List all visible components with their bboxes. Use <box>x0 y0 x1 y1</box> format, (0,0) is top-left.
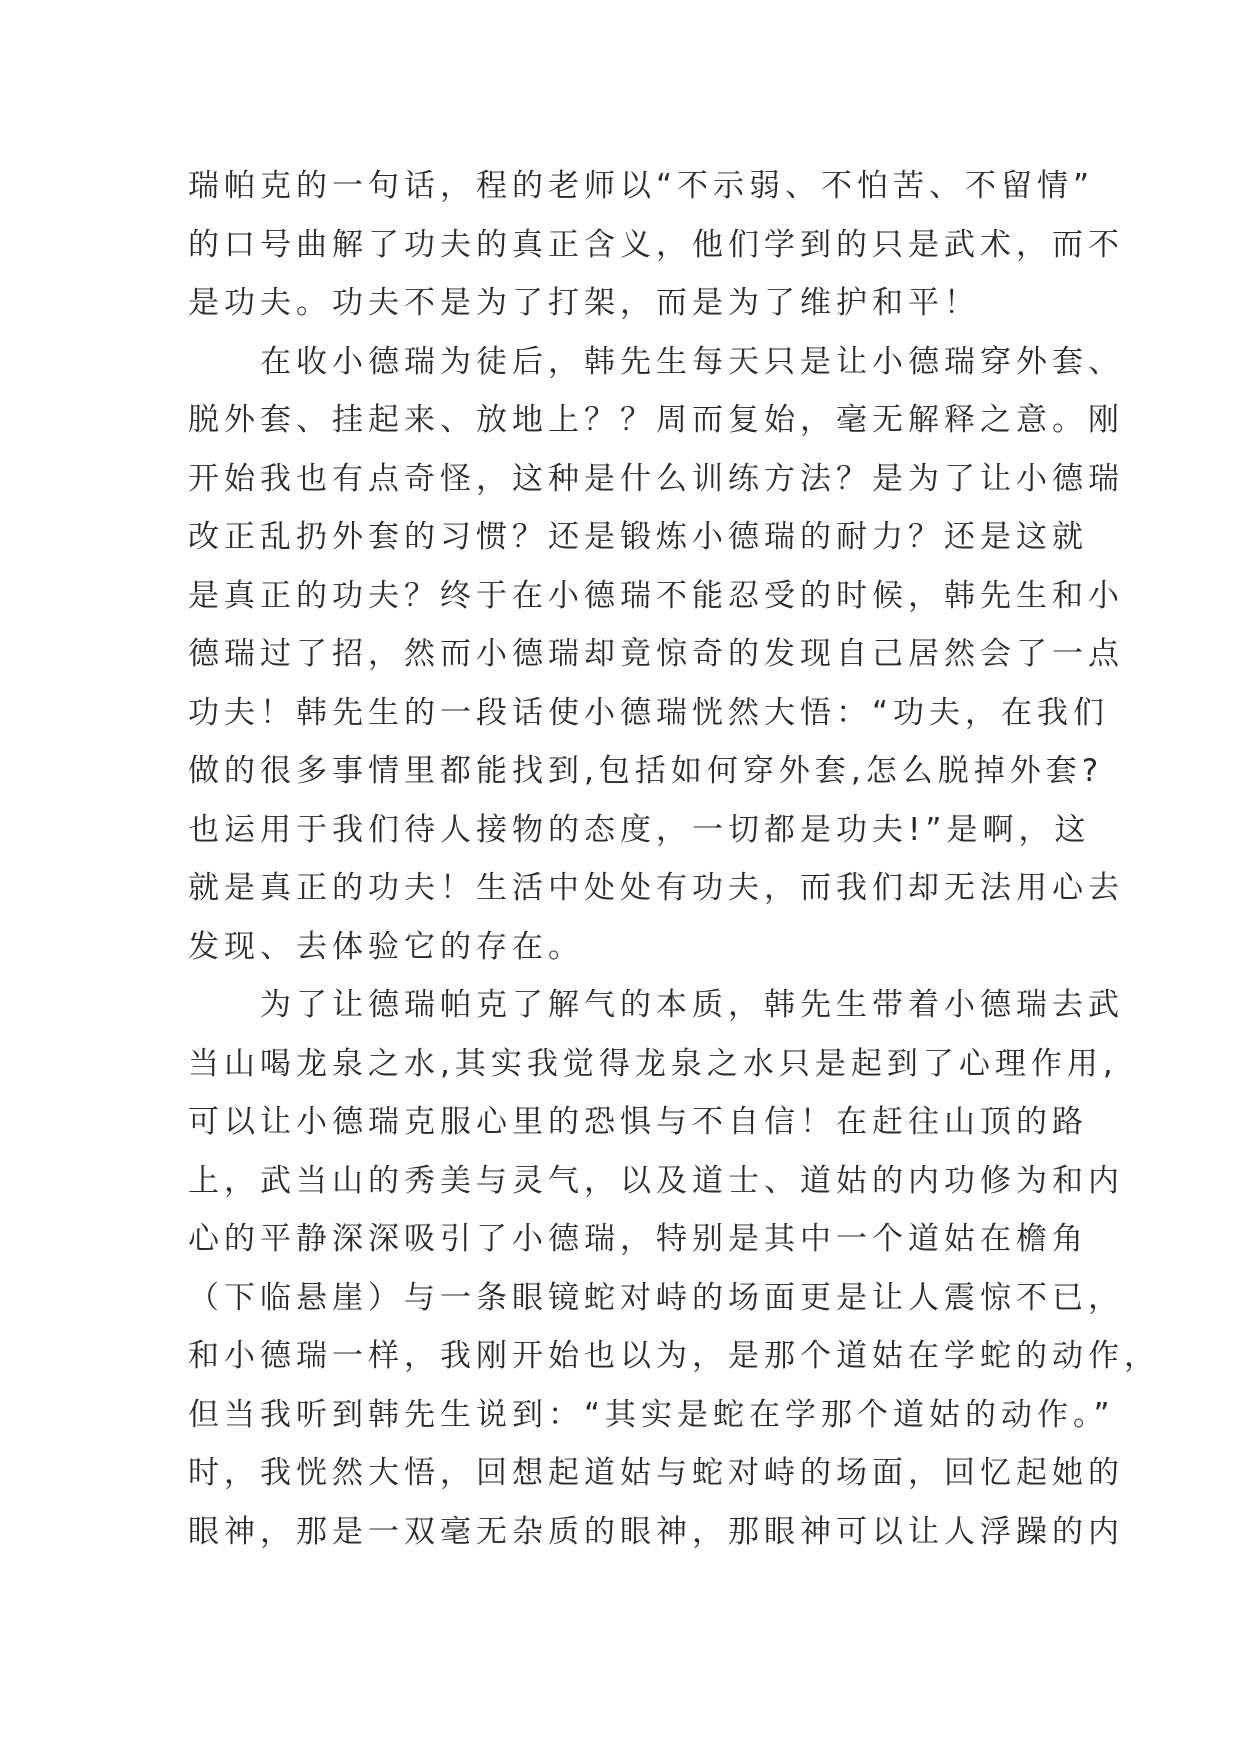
text-line: 脱外套、挂起来、放地上？？周而复始，毫无解释之意。刚 <box>188 402 1124 438</box>
text-line: 功夫！韩先生的一段话使小德瑞恍然大悟：“功夫，在我们 <box>188 694 1110 731</box>
text-line: 上，武当山的秀美与灵气，以及道士、道姑的内功修为和内 <box>188 1162 1124 1199</box>
text-line: 可以让小德瑞克服心里的恐惧与不自信！在赶往山顶的路 <box>188 1104 1088 1140</box>
text-line: 瑞帕克的一句话，程的老师以“不示弱、不怕苦、不留情” <box>188 168 1095 204</box>
text-line: 但当我听到韩先生说到：“其实是蛇在学那个道姑的动作。” <box>188 1396 1115 1433</box>
text-line: 德瑞过了招，然而小德瑞却竟惊奇的发现自己居然会了一点 <box>188 636 1124 672</box>
text-line: 心的平静深深吸引了小德瑞，特别是其中一个道姑在檐角 <box>188 1221 1088 1257</box>
text-line: 发现、去体验它的存在。 <box>188 928 584 965</box>
text-line: 也运用于我们待人接物的态度，一切都是功夫!”是啊，这 <box>188 811 1091 848</box>
text-line: 是功夫。功夫不是为了打架，而是为了维护和平！ <box>188 285 980 321</box>
text-line: （下临悬崖）与一条眼镜蛇对峙的场面更是让人震惊不已， <box>188 1279 1124 1316</box>
text-line: 在收小德瑞为徒后，韩先生每天只是让小德瑞穿外套、 <box>188 343 1124 380</box>
text-line: 是真正的功夫？终于在小德瑞不能忍受的时候，韩先生和小 <box>188 577 1124 614</box>
text-line: 改正乱扔外套的习惯？还是锻炼小德瑞的耐力？还是这就 <box>188 519 1088 555</box>
text-line: 就是真正的功夫！生活中处处有功夫，而我们却无法用心去 <box>188 870 1124 906</box>
text-line: 时，我恍然大悟，回想起道姑与蛇对峙的场面，回忆起她的 <box>188 1455 1124 1491</box>
text-line: 为了让德瑞帕克了解气的本质，韩先生带着小德瑞去武 <box>188 987 1124 1023</box>
text-line: 的口号曲解了功夫的真正含义，他们学到的只是武术，而不 <box>188 226 1124 263</box>
body-text <box>188 157 1160 1561</box>
text-line: 开始我也有点奇怪，这种是什么训练方法？是为了让小德瑞 <box>188 460 1124 497</box>
text-line: 眼神，那是一双毫无杂质的眼神，那眼神可以让人浮躁的内 <box>188 1513 1124 1550</box>
text-line: 做的很多事情里都能找到,包括如何穿外套,怎么脱掉外套? <box>188 753 1104 789</box>
text-line: 当山喝龙泉之水,其实我觉得龙泉之水只是起到了心理作用, <box>188 1045 1118 1082</box>
text-line: 和小德瑞一样，我刚开始也以为，是那个道姑在学蛇的动作， <box>188 1338 1160 1374</box>
